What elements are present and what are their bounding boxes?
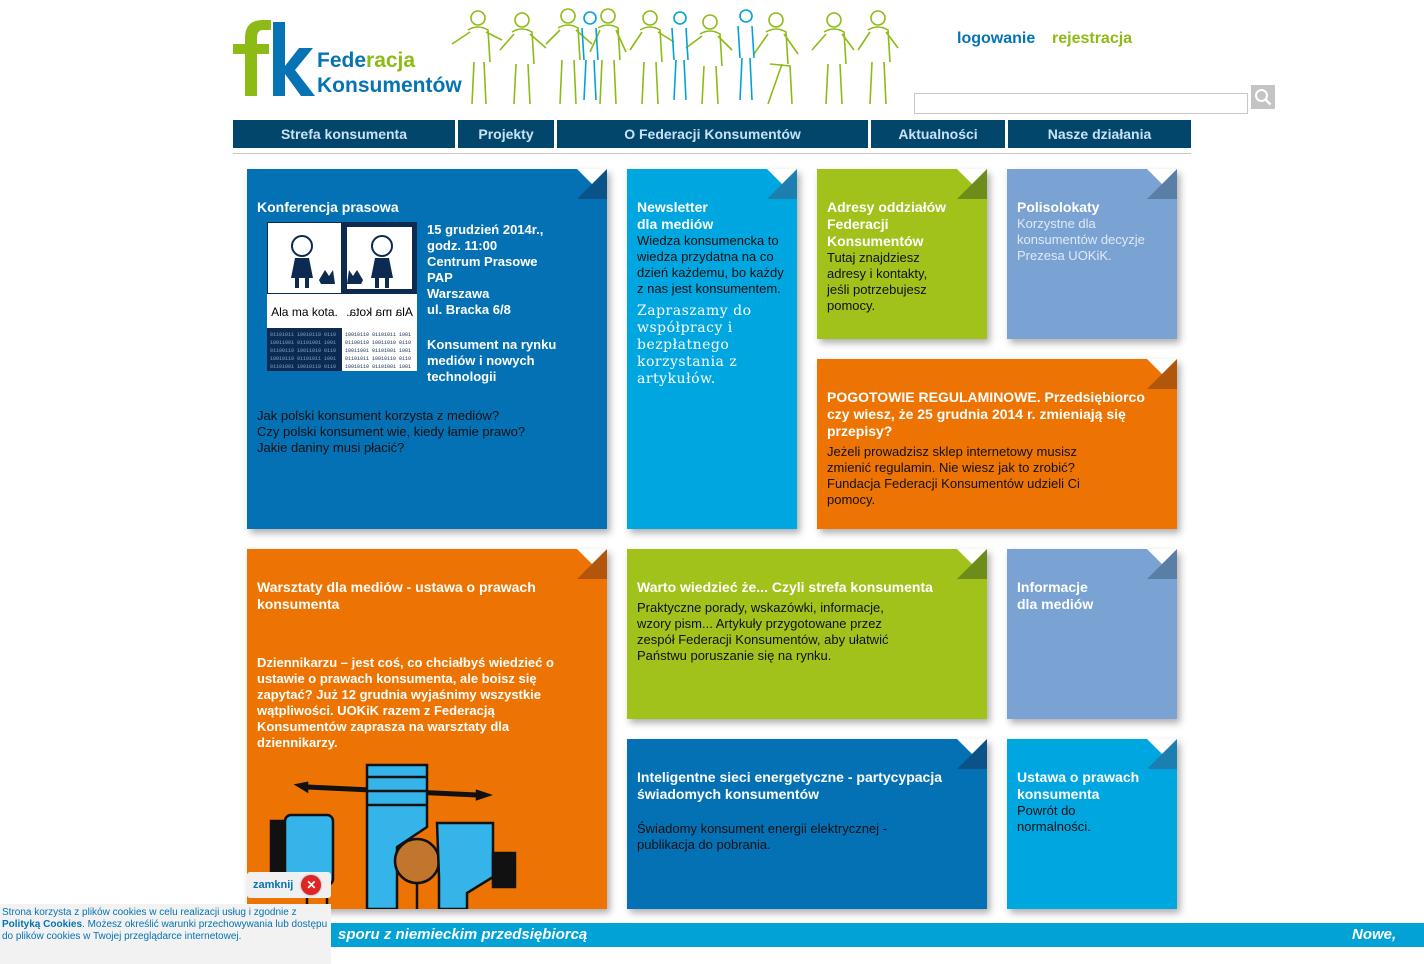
tile-title: POGOTOWIE REGULAMINOWE. Przedsiębiorco czy wiesz, że 25 grudnia 2014 r. zmieniają się przepisy? (827, 389, 1145, 439)
konferencja-questions: Jak polski konsument korzysta z mediów? Czy polski konsument wie, kiedy łamie prawo? Jakie daniny musi płacić? (257, 408, 526, 455)
tile-text: Wiedza konsumencka to wiedza przydatna na co dzień każdemu, bo każdy z nas jest konsumentem. (637, 233, 784, 296)
people-illustration (450, 4, 902, 108)
tile-title: Ustawa o prawach konsumenta (1017, 769, 1140, 802)
kota-caption-right: Ala ma kota. (346, 305, 413, 319)
tile-ustawa[interactable] (1007, 739, 1177, 909)
tile-title: Adresy oddziałów Federacji Konsumentów (827, 199, 947, 249)
svg-text:10010110 01101001 1001: 10010110 01101001 1001 (345, 364, 412, 370)
cookie-close-label: zamknij (253, 879, 294, 891)
search-input[interactable] (914, 93, 1248, 114)
cookie-close-button[interactable] (247, 872, 331, 898)
tile-inteligentne-sieci[interactable] (627, 739, 987, 909)
tile-text: Praktyczne porady, wskazówki, informacje, wzory pism... Artykuły przygotowane przez zespół Federacji Konsumentów, aby ułatwić Państwu poruszanie się na rynku. (637, 600, 889, 663)
search-button[interactable] (1251, 85, 1275, 109)
svg-text:10010110 01101011 1001: 10010110 01101011 1001 (345, 332, 412, 338)
kota-image (267, 222, 417, 371)
konferencja-details: 15 grudzień 2014r., godz. 11:00 Centrum Prasowe PAP Warszawa ul. Bracka 6/8 Konsument na rynku mediów i nowych technologii (427, 222, 597, 385)
nav-item-o-federacji[interactable]: O Federacji Konsumentów (557, 120, 868, 148)
tile-title: Warto wiedzieć że... Czyli strefa konsumenta (637, 579, 933, 595)
newsletter-invite: Zapraszamy do współpracy i bezpłatnego korzystania z artykułów. (637, 303, 752, 387)
tile-title: Polisolokaty (1017, 199, 1100, 215)
nav-item-aktualnosci[interactable]: Aktualności (871, 120, 1005, 148)
tile-text: Tutaj znajdziesz adresy i kontakty, jeśli potrzebujesz pomocy. (827, 250, 928, 313)
tile-text: Świadomy konsument energii elektrycznej - publikacja do pobrania. (637, 821, 887, 852)
logo-text: Federacja Konsumentów (317, 49, 462, 97)
svg-text:01100110 10011010 0110: 01100110 10011010 0110 (270, 348, 337, 354)
tile-title: Informacje dla mediów (1017, 579, 1094, 612)
tile-pogotowie-regulaminowe[interactable] (817, 359, 1177, 529)
kota-caption-left: Ala ma kota. (271, 305, 338, 319)
tile-konferencja-prasowa[interactable] (247, 169, 607, 529)
ticker-item[interactable]: Nowe, wsp (1352, 926, 1397, 960)
tile-polisolokaty[interactable] (1007, 169, 1177, 339)
nav-item-projekty[interactable]: Projekty (458, 120, 554, 148)
login-link[interactable]: logowanie (957, 30, 1036, 47)
ticker-item[interactable]: sporu z niemieckim przedsiębiorcą (338, 926, 588, 943)
svg-text:01101011 10010110 0110: 01101011 10010110 0110 (270, 332, 337, 338)
tile-title: Inteligentne sieci energetyczne - partycypacja świadomych konsumentów (637, 769, 943, 802)
svg-text:10010110 01101011 1001: 10010110 01101011 1001 (270, 356, 337, 362)
tile-text: Korzystne dla konsumentów decyzje Prezesa UOKiK. (1017, 216, 1145, 263)
tile-text: Powrót do normalności. (1017, 803, 1091, 834)
cookie-policy-link[interactable]: Polityką Cookies (2, 919, 83, 930)
tile-adresy[interactable] (817, 169, 987, 339)
svg-text:01101001 10010110 0110: 01101001 10010110 0110 (270, 364, 337, 370)
tile-title: Newsletter dla mediów (637, 199, 714, 232)
svg-text:01100110 10011010 0110: 01100110 10011010 0110 (345, 340, 412, 346)
konferencja-subtitle: Konsument na rynku mediów i nowych technologii (427, 337, 557, 384)
tile-warto-wiedziec[interactable] (627, 549, 987, 719)
nav-divider (233, 153, 1191, 154)
register-link[interactable]: rejestracja (1052, 30, 1133, 47)
search-icon (1254, 88, 1272, 106)
tile-title: Warsztaty dla mediów - ustawa o prawach konsumenta (257, 579, 536, 612)
cookie-notice: Strona korzysta z plików cookies w celu realizacji usług i zgodnie z Polityką Cookies. Możesz określić warunki przechowywania lub dostępu do plików cookies w Twojej przeglądarce internetowej. (0, 904, 331, 964)
close-icon[interactable]: ✕ (301, 875, 321, 895)
nav-item-strefa-konsumenta[interactable]: Strefa konsumenta (233, 120, 455, 148)
tile-text: Jeżeli prowadzisz sklep internetowy musisz zmienić regulamin. Nie wiesz jak to zrobić? Fundacja Federacji Konsumentów udzieli Ci pomocy. (827, 444, 1080, 507)
svg-text:10011001 01101001 1001: 10011001 01101001 1001 (345, 348, 412, 354)
tile-title: Konferencja prasowa (257, 199, 399, 215)
svg-text:01101011 10010110 0110: 01101011 10010110 0110 (345, 356, 412, 362)
fk-logo-icon (233, 18, 317, 100)
tile-text: Dziennikarzu – jest coś, co chciałbyś wiedzieć o ustawie o prawach konsumenta, ale boisz się zapytać? Już 12 grudnia wyjaśnimy wszystkie wątpliwości. UOKiK razem z Federacją Konsumentów zaprasza na warsztaty dla dziennikarzy. (257, 655, 554, 750)
tile-warsztaty[interactable] (247, 549, 607, 909)
nav-item-nasze-dzialania[interactable]: Nasze działania (1008, 120, 1191, 148)
tile-newsletter[interactable] (627, 169, 797, 529)
tile-informacje[interactable] (1007, 549, 1177, 719)
svg-text:10011001 01101001 1001: 10011001 01101001 1001 (270, 340, 337, 346)
